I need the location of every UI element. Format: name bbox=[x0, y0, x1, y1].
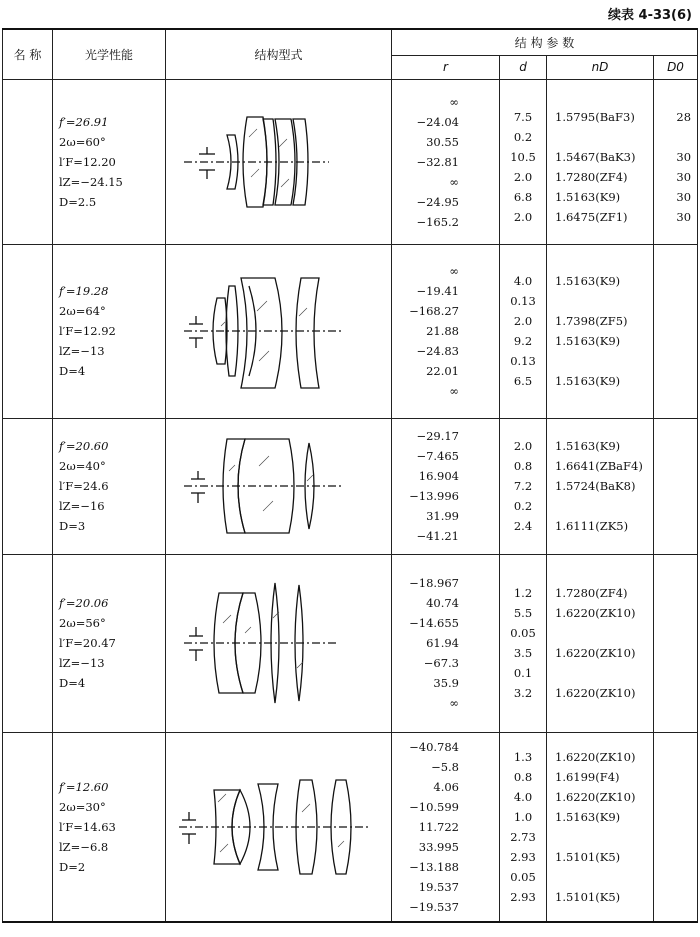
r-value: 22.01 bbox=[426, 364, 459, 378]
header-r: r bbox=[392, 55, 500, 79]
d-value: 2.4 bbox=[513, 519, 533, 533]
nd-value: 1.7280(ZF4) bbox=[555, 586, 628, 600]
nd-cell bbox=[547, 79, 654, 244]
r-value: ∞ bbox=[449, 174, 459, 189]
r-value: ∞ bbox=[449, 384, 459, 398]
r-value: −24.04 bbox=[416, 114, 459, 129]
nd-cell bbox=[547, 554, 654, 732]
perf-line: l′F=14.63 bbox=[59, 819, 116, 834]
r-value: 4.06 bbox=[433, 779, 459, 794]
r-value: ∞ bbox=[449, 264, 459, 278]
lens-parameter-table bbox=[2, 28, 698, 923]
nd-value: 1.6220(ZK10) bbox=[555, 749, 636, 764]
d-value: 2.0 bbox=[513, 439, 533, 453]
r-value: −32.81 bbox=[416, 154, 459, 169]
nd-value bbox=[555, 827, 653, 847]
d-value: 2.0 bbox=[513, 209, 533, 224]
d0-value: 30 bbox=[676, 169, 692, 184]
d-value: 0.13 bbox=[510, 354, 536, 368]
nd-value: 1.5163(K9) bbox=[555, 189, 621, 204]
perf-line: l′F=12.20 bbox=[59, 154, 116, 169]
table-row bbox=[3, 79, 698, 244]
nd-value: 1.5163(K9) bbox=[555, 809, 621, 824]
d-value: 0.1 bbox=[513, 666, 533, 680]
nd-value: 1.6475(ZF1) bbox=[555, 209, 628, 224]
header-params: 结 构 参 数 bbox=[392, 29, 698, 55]
perf-line: f′=12.60 bbox=[59, 779, 109, 794]
structure-cell bbox=[166, 418, 392, 554]
d-value: 0.8 bbox=[513, 769, 533, 784]
d-value: 2.0 bbox=[513, 169, 533, 184]
r-value: 61.94 bbox=[426, 636, 459, 650]
perf-line: f′=20.06 bbox=[59, 596, 109, 610]
r-value: 19.537 bbox=[418, 879, 459, 894]
table-caption: 续表 4-33(6) bbox=[608, 8, 692, 23]
perf-line: lZ=−13 bbox=[59, 344, 105, 358]
header-name: 名 称 bbox=[3, 29, 53, 79]
nd-value bbox=[555, 351, 653, 371]
perf-line: 2ω=40° bbox=[59, 459, 106, 473]
nd-value: 1.6220(ZK10) bbox=[555, 606, 636, 620]
d0-cell bbox=[654, 244, 698, 418]
nd-value: 1.7280(ZF4) bbox=[555, 169, 628, 184]
lens-diagram bbox=[174, 762, 384, 892]
table-row bbox=[3, 554, 698, 732]
d0-cell bbox=[654, 418, 698, 554]
r-cell bbox=[392, 554, 500, 732]
lens-diagram bbox=[179, 266, 379, 396]
r-value: −19.537 bbox=[409, 899, 459, 914]
perf-line: D=2.5 bbox=[59, 194, 97, 209]
nd-value: 1.6220(ZK10) bbox=[555, 789, 636, 804]
r-value: −29.17 bbox=[416, 429, 459, 443]
r-value: ∞ bbox=[449, 94, 459, 109]
structure-cell bbox=[166, 244, 392, 418]
nd-value: 1.6199(F4) bbox=[555, 769, 620, 784]
d-value: 2.93 bbox=[510, 889, 536, 904]
d0-cell bbox=[654, 79, 698, 244]
perf-line: D=4 bbox=[59, 364, 86, 378]
nd-value: 1.5163(K9) bbox=[555, 374, 621, 388]
d0-value: 30 bbox=[676, 209, 692, 224]
r-value: ∞ bbox=[449, 696, 459, 710]
header-performance: 光学性能 bbox=[53, 29, 166, 79]
r-cell bbox=[392, 732, 500, 922]
r-value: −40.784 bbox=[409, 739, 459, 754]
performance-cell bbox=[53, 554, 166, 732]
r-value: −18.967 bbox=[409, 576, 459, 590]
perf-line: 2ω=64° bbox=[59, 304, 106, 318]
nd-value: 1.5795(BaF3) bbox=[555, 109, 635, 124]
d-value: 0.05 bbox=[510, 626, 536, 640]
d-value: 6.5 bbox=[513, 374, 533, 388]
perf-line: l′F=24.6 bbox=[59, 479, 109, 493]
d-value: 0.8 bbox=[513, 459, 533, 473]
header-nd bbox=[547, 55, 654, 79]
perf-line: 2ω=60° bbox=[59, 134, 106, 149]
d-value: 0.13 bbox=[510, 294, 536, 308]
nd-value bbox=[555, 623, 653, 643]
d-cell bbox=[500, 244, 547, 418]
d0-value: 30 bbox=[676, 149, 692, 164]
nd-value: 1.6641(ZBaF4) bbox=[555, 459, 643, 473]
nd-value: 1.5163(K9) bbox=[555, 439, 621, 453]
nd-value: 1.7398(ZF5) bbox=[555, 314, 628, 328]
r-cell bbox=[392, 418, 500, 554]
r-value: −13.996 bbox=[409, 489, 459, 503]
perf-line: lZ=−6.8 bbox=[59, 839, 109, 854]
d-value: 1.0 bbox=[513, 809, 533, 824]
perf-line: lZ=−13 bbox=[59, 656, 105, 670]
d-value: 3.5 bbox=[513, 646, 533, 660]
d-value: 1.3 bbox=[513, 749, 533, 764]
r-value: 16.904 bbox=[418, 469, 459, 483]
d-value: 0.2 bbox=[513, 499, 533, 513]
r-value: −67.3 bbox=[423, 656, 459, 670]
lens-diagram bbox=[179, 107, 379, 217]
nd-value: 1.5101(K5) bbox=[555, 849, 621, 864]
perf-line: D=3 bbox=[59, 519, 86, 533]
r-value: 30.55 bbox=[426, 134, 459, 149]
perf-line: D=2 bbox=[59, 859, 86, 874]
d-value: 7.2 bbox=[513, 479, 533, 493]
d-cell bbox=[500, 418, 547, 554]
d0-value: 28 bbox=[676, 109, 692, 124]
d-value: 6.8 bbox=[513, 189, 533, 204]
nd-value bbox=[555, 867, 653, 887]
table-row bbox=[3, 244, 698, 418]
perf-line: lZ=−24.15 bbox=[59, 174, 123, 189]
d0-cell bbox=[654, 554, 698, 732]
nd-value: 1.5467(BaK3) bbox=[555, 149, 636, 164]
structure-cell bbox=[166, 554, 392, 732]
d0-value bbox=[654, 127, 691, 147]
nd-value bbox=[555, 663, 653, 683]
name-cell bbox=[3, 79, 53, 244]
r-value: −41.21 bbox=[416, 529, 459, 543]
d-value: 1.2 bbox=[513, 586, 533, 600]
perf-line: f′=26.91 bbox=[59, 114, 109, 129]
performance-cell bbox=[53, 418, 166, 554]
lens-diagram bbox=[179, 573, 379, 713]
d0-cell bbox=[654, 732, 698, 922]
d-value: 0.2 bbox=[513, 129, 533, 144]
performance-cell bbox=[53, 732, 166, 922]
r-value: 31.99 bbox=[426, 509, 459, 523]
nd-value bbox=[555, 127, 653, 147]
structure-cell bbox=[166, 79, 392, 244]
performance-cell bbox=[53, 244, 166, 418]
r-value: −10.599 bbox=[409, 799, 459, 814]
perf-line: l′F=20.47 bbox=[59, 636, 116, 650]
r-value: 40.74 bbox=[426, 596, 459, 610]
table-row bbox=[3, 732, 698, 922]
d-value: 5.5 bbox=[513, 606, 533, 620]
d-value: 4.0 bbox=[513, 274, 533, 288]
r-value: −24.95 bbox=[416, 194, 459, 209]
header-structure: 结构型式 bbox=[166, 29, 392, 79]
d-value: 0.05 bbox=[510, 869, 536, 884]
nd-cell bbox=[547, 732, 654, 922]
d-value: 7.5 bbox=[513, 109, 533, 124]
perf-line: f′=20.60 bbox=[59, 439, 109, 453]
r-value: −13.188 bbox=[409, 859, 459, 874]
d-value: 3.2 bbox=[513, 686, 533, 700]
r-cell bbox=[392, 79, 500, 244]
d-value: 10.5 bbox=[510, 149, 536, 164]
perf-line: f′=19.28 bbox=[59, 284, 109, 298]
r-cell bbox=[392, 244, 500, 418]
nd-value: 1.5101(K5) bbox=[555, 889, 621, 904]
d-cell bbox=[500, 79, 547, 244]
nd-value: 1.5163(K9) bbox=[555, 334, 621, 348]
nd-value bbox=[555, 291, 653, 311]
d-value: 2.73 bbox=[510, 829, 536, 844]
r-value: −19.41 bbox=[416, 284, 459, 298]
r-value: 11.722 bbox=[418, 819, 459, 834]
r-value: −14.655 bbox=[409, 616, 459, 630]
nd-cell bbox=[547, 418, 654, 554]
perf-line: lZ=−16 bbox=[59, 499, 105, 513]
d-cell bbox=[500, 554, 547, 732]
perf-line: 2ω=56° bbox=[59, 616, 106, 630]
header-nd-text: nD bbox=[591, 60, 609, 74]
name-cell bbox=[3, 554, 53, 732]
nd-value: 1.6220(ZK10) bbox=[555, 646, 636, 660]
nd-value: 1.6111(ZK5) bbox=[555, 519, 629, 533]
perf-line: l′F=12.92 bbox=[59, 324, 116, 338]
r-value: −165.2 bbox=[416, 214, 459, 229]
name-cell bbox=[3, 732, 53, 922]
r-value: −5.8 bbox=[431, 759, 459, 774]
nd-value: 1.5724(BaK8) bbox=[555, 479, 636, 493]
d0-value: 30 bbox=[676, 189, 692, 204]
name-cell bbox=[3, 244, 53, 418]
header-d: d bbox=[500, 55, 547, 79]
d-value: 2.93 bbox=[510, 849, 536, 864]
d-value: 9.2 bbox=[513, 334, 533, 348]
r-value: 21.88 bbox=[426, 324, 459, 338]
perf-line: 2ω=30° bbox=[59, 799, 106, 814]
r-value: −24.83 bbox=[416, 344, 459, 358]
perf-line: D=4 bbox=[59, 676, 86, 690]
nd-cell bbox=[547, 244, 654, 418]
structure-cell bbox=[166, 732, 392, 922]
nd-value bbox=[555, 496, 653, 516]
table-row bbox=[3, 418, 698, 554]
d-cell bbox=[500, 732, 547, 922]
d-value: 4.0 bbox=[513, 789, 533, 804]
r-value: 35.9 bbox=[433, 676, 459, 690]
d-value: 2.0 bbox=[513, 314, 533, 328]
r-value: −7.465 bbox=[416, 449, 459, 463]
nd-value: 1.5163(K9) bbox=[555, 274, 621, 288]
performance-cell bbox=[53, 79, 166, 244]
name-cell bbox=[3, 418, 53, 554]
r-value: −168.27 bbox=[409, 304, 459, 318]
r-value: 33.995 bbox=[418, 839, 459, 854]
lens-diagram bbox=[179, 431, 379, 541]
nd-value: 1.6220(ZK10) bbox=[555, 686, 636, 700]
header-d0: D0 bbox=[654, 55, 698, 79]
